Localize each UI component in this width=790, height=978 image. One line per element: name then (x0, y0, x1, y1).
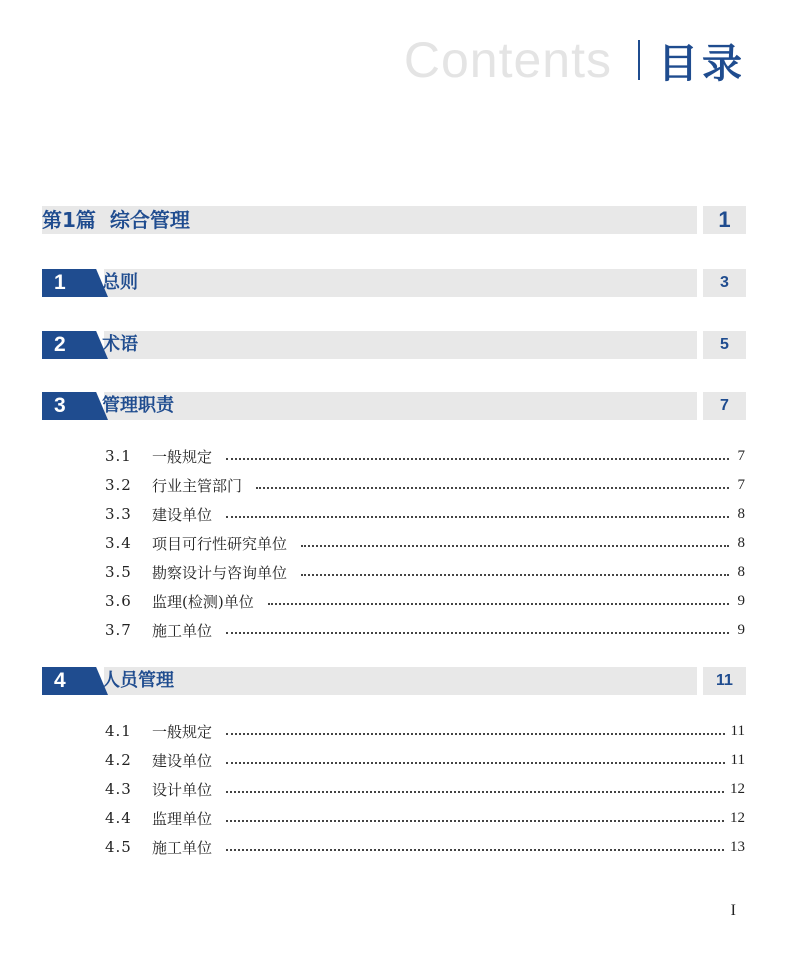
dot-leader (256, 487, 729, 489)
chapter-page-box (703, 667, 746, 695)
dot-leader (226, 820, 724, 822)
chapter-number: 3 (54, 394, 66, 417)
chapter-page-number: 5 (720, 336, 729, 353)
chapter-title-bar (104, 667, 697, 695)
section-page-number: 9 (737, 592, 745, 609)
section-title: 勘察设计与咨询单位 (152, 563, 288, 582)
chapter-title: 术语 (102, 334, 138, 355)
section-page-number: 11 (730, 751, 745, 768)
chapter-page-number: 7 (720, 397, 729, 414)
toc-section-3-2[interactable] (105, 474, 745, 496)
section-page-number: 12 (730, 780, 745, 797)
chapter-number-badge (42, 667, 108, 695)
section-page-number: 8 (737, 534, 745, 551)
section-page-number: 11 (730, 722, 745, 739)
toc-section-3-1[interactable] (105, 445, 745, 467)
part-page-box (703, 206, 746, 234)
section-number: 3.6 (105, 592, 132, 610)
dot-leader (268, 603, 729, 605)
section-title: 建设单位 (152, 505, 213, 524)
section-title: 监理单位 (152, 809, 213, 828)
header-divider (638, 40, 640, 80)
section-title: 项目可行性研究单位 (152, 534, 288, 553)
chapter-number-badge (42, 392, 108, 420)
contents-header (404, 30, 746, 90)
chapter-number: 1 (54, 271, 66, 294)
chapter-page-box (703, 269, 746, 297)
dot-leader (226, 458, 729, 460)
dot-leader (226, 632, 729, 634)
toc-chapter-2[interactable] (42, 331, 746, 359)
section-title: 行业主管部门 (152, 476, 243, 495)
chapter-page-number: 3 (720, 274, 729, 291)
toc-chapter-1[interactable] (42, 269, 746, 297)
section-number: 4.1 (105, 722, 132, 740)
toc-section-4-2[interactable] (105, 749, 745, 771)
section-number: 3.4 (105, 534, 132, 552)
chapter-number-badge (42, 331, 108, 359)
dot-leader (226, 762, 725, 764)
dot-leader (226, 516, 729, 518)
part-title: 第1篇 综合管理 (42, 208, 190, 232)
section-number: 3.1 (105, 447, 132, 465)
toc-section-4-1[interactable] (105, 720, 745, 742)
chapter-title: 总则 (102, 272, 138, 293)
toc-section-3-4[interactable] (105, 532, 745, 554)
toc-section-3-6[interactable] (105, 590, 745, 612)
part-page-number: 1 (718, 207, 731, 232)
section-title: 一般规定 (152, 722, 213, 741)
section-title: 建设单位 (152, 751, 213, 770)
toc-part-1[interactable] (42, 206, 746, 234)
dot-leader (301, 545, 729, 547)
toc-section-3-3[interactable] (105, 503, 745, 525)
chapter-page-box (703, 331, 746, 359)
section-number: 4.3 (105, 780, 132, 798)
toc-section-4-3[interactable] (105, 778, 745, 800)
section-title: 监理(检测)单位 (152, 592, 254, 611)
section-page-number: 7 (737, 476, 745, 493)
dot-leader (226, 733, 725, 735)
section-number: 4.4 (105, 809, 132, 827)
toc-chapter-4[interactable] (42, 667, 746, 695)
toc-section-4-5[interactable] (105, 836, 745, 858)
chapter-page-number: 11 (716, 672, 733, 689)
section-title: 一般规定 (152, 447, 213, 466)
toc-section-4-4[interactable] (105, 807, 745, 829)
chapter-title: 管理职责 (102, 395, 174, 416)
header-english: Contents (403, 32, 612, 88)
section-number: 3.3 (105, 505, 132, 523)
section-page-number: 13 (730, 838, 745, 855)
page-folio: I (730, 902, 736, 919)
section-title: 设计单位 (152, 780, 213, 799)
toc-section-3-7[interactable] (105, 619, 745, 641)
chapter-page-box (703, 392, 746, 420)
section-page-number: 12 (730, 809, 745, 826)
dot-leader (226, 791, 724, 793)
header-chinese: 目录 (658, 40, 746, 87)
chapter-number-badge (42, 269, 108, 297)
dot-leader (301, 574, 729, 576)
chapter-number: 4 (54, 669, 66, 692)
section-number: 4.5 (105, 838, 132, 856)
section-number: 3.5 (105, 563, 132, 581)
section-number: 3.7 (105, 621, 132, 639)
section-page-number: 7 (737, 447, 745, 464)
section-number: 4.2 (105, 751, 132, 769)
section-title: 施工单位 (152, 621, 213, 640)
chapter-title-bar (104, 331, 697, 359)
section-number: 3.2 (105, 476, 132, 494)
chapter-number: 2 (54, 333, 66, 356)
chapter-title-bar (104, 269, 697, 297)
section-page-number: 8 (737, 505, 745, 522)
toc-chapter-3[interactable] (42, 392, 746, 420)
chapter-title: 人员管理 (102, 670, 174, 691)
chapter-title-bar (104, 392, 697, 420)
toc-section-3-5[interactable] (105, 561, 745, 583)
section-page-number: 8 (737, 563, 745, 580)
section-page-number: 9 (737, 621, 745, 638)
dot-leader (226, 849, 724, 851)
section-title: 施工单位 (152, 838, 213, 857)
